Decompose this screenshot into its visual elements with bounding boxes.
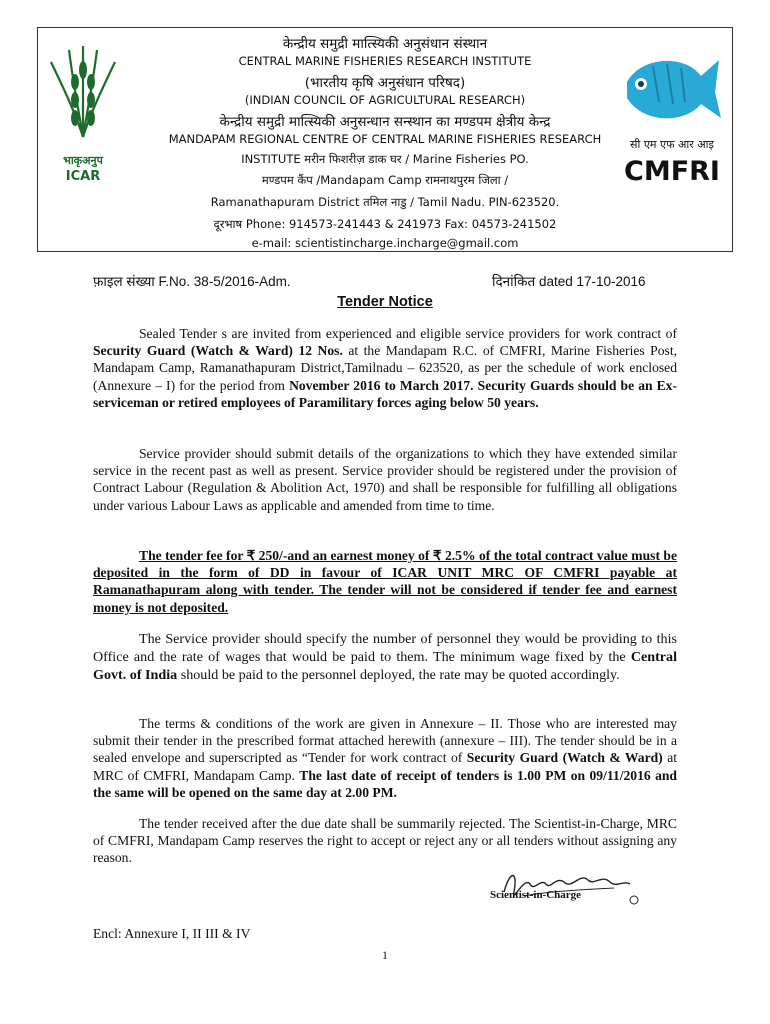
paragraph-4-text-a: The Service provider should specify the number of personnel they would be providing to this Office and the rate of wages that would be paid to them. The minimum wage fixed by the xyxy=(93,631,677,665)
paragraph-5-text-c: at MRC of CMFRI, Mandapam Camp. xyxy=(93,750,677,783)
file-number: फ़ाइल संख्या F.No. 38-5/2016-Adm. xyxy=(93,274,291,289)
letterhead xyxy=(37,27,733,252)
header-line-9: Ramanathapuram District तमिल नाडु / Tamil Nadu. PIN-623520. xyxy=(210,195,560,209)
date: दिनांकित dated 17-10-2016 xyxy=(492,274,646,289)
icar-logo-text: ICAR xyxy=(65,169,101,184)
paragraph-5 xyxy=(93,715,677,801)
header-line-7: INSTITUTE मरीन फिशरीज़ डाक घर / Marine Fisheries PO. xyxy=(241,152,529,166)
signature-label: Scientist-in-Charge xyxy=(490,889,582,901)
header-line-4: (INDIAN COUNCIL OF AGRICULTURAL RESEARCH) xyxy=(244,93,526,107)
header-line-2: CENTRAL MARINE FISHERIES RESEARCH INSTITUTE xyxy=(238,54,532,68)
paragraph-3: The tender fee for ₹ 250/-and an earnest money of ₹ 2.5% of the total contract value must be deposited in the form of DD in favour of ICAR UNIT MRC OF CMFRI payable at Ramanathapuram along with tender. The tender will not be considered if tender fee and earnest money is not deposited. xyxy=(93,548,677,615)
paragraph-5-text-d: The last date of receipt of tenders is 1.00 PM on 09/11/2016 and the same will be opened on the same day at 2.00 PM. xyxy=(93,767,677,800)
paragraph-4-text-b: Central Govt. of India xyxy=(93,649,677,683)
header-line-5: केन्द्रीय समुद्री मात्स्यिकी अनुसन्धान सन्स्थान का मण्डपम क्षेत्रीय केन्द्र xyxy=(219,114,551,130)
paragraph-1-text-b: Security Guard (Watch & Ward) 12 Nos. xyxy=(93,343,343,359)
enclosure: Encl: Annexure I, II III & IV xyxy=(93,926,251,941)
cmfri-logo-hindi: सी एम एफ आर आइ xyxy=(630,138,714,151)
paragraph-2: Service provider should submit details of the organizations to which they have extended similar service in the recent past as well as present. Service provider should be registered under the provision of Contract Labour (Regulation & Abolition Act, 1970) and shall be responsible for fulfilling all obligations under various Labour Laws as applicable and amended from time to time. xyxy=(93,446,677,513)
paragraph-6: The tender received after the due date shall be summarily rejected. The Scientist-in-Charge, MRC of CMFRI, Mandapam Camp reserves the right to accept or reject any or all tenders without assigning any reason. xyxy=(93,816,677,866)
header-line-3: (भारतीय कृषि अनुसंधान परिषद) xyxy=(304,75,466,91)
signature xyxy=(484,862,644,912)
paragraph-1-text-c: at the Mandapam R.C. of CMFRI, Marine Fisheries Post, Mandapam Camp, Ramanathapuram District,Tamilnadu – 623520, as per the schedule of work enclosed (Annexure – I) for the period from xyxy=(93,343,677,393)
paragraph-4 xyxy=(93,630,677,684)
paragraph-5-text-b: Security Guard (Watch & Ward) xyxy=(466,750,663,766)
paragraph-4-text-c: should be paid to the personnel deployed, the rate may be quoted accordingly. xyxy=(177,667,620,683)
header-line-11: e-mail: scientistincharge.incharge@gmail.com xyxy=(251,236,519,250)
icar-logo-hindi: भाकृअनुप xyxy=(63,154,103,167)
page-number: 1 xyxy=(382,948,388,962)
paragraph-1-text-a: Sealed Tender s are invited from experienced and eligible service providers for work contract of xyxy=(139,326,677,341)
header-line-10: दूरभाष Phone: 914573-241443 & 241973 Fax: 04573-241502 xyxy=(213,217,557,231)
header-line-6: MANDAPAM REGIONAL CENTRE OF CENTRAL MARINE FISHERIES RESEARCH xyxy=(168,132,602,146)
header-line-8: मण्डपम कैंप /Mandapam Camp रामनाथपुरम जिला / xyxy=(261,173,509,187)
paragraph-5-text-a: The terms & conditions of the work are given in Annexure – II. Those who are interested may submit their tender in the prescribed format attached herewith (annexure – III). The tender should be in a sealed envelope and superscripted as “Tender for work contract of xyxy=(93,716,677,766)
header-line-1: केन्द्रीय समुद्री मात्स्यिकी अनुसंधान संस्थान xyxy=(282,36,488,52)
paragraph-1 xyxy=(93,325,677,411)
cmfri-logo-text: CMFRI xyxy=(624,156,720,187)
page-title: Tender Notice xyxy=(337,294,433,310)
paragraph-1-text-d: November 2016 to March 2017. Security Guards should be an Ex-serviceman or retired employees of Paramilitary forces aging below 50 years. xyxy=(93,377,678,410)
